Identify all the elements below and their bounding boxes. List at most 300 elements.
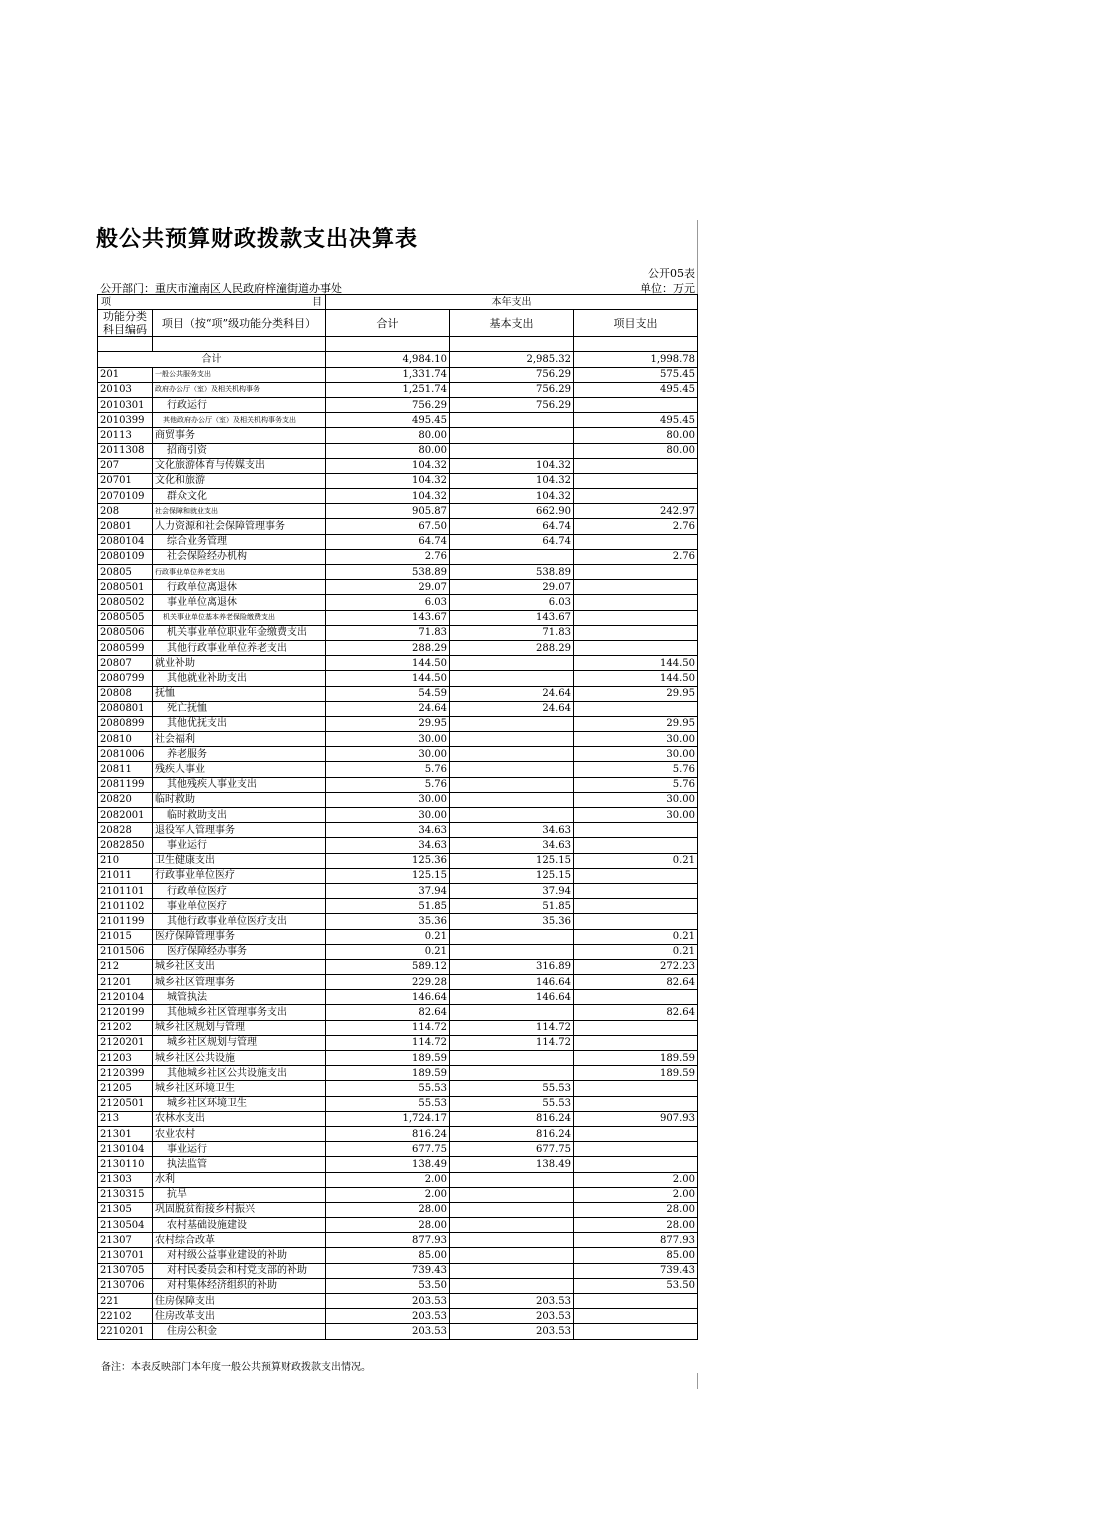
spacer-row	[98, 337, 698, 352]
row-code: 2120104	[98, 990, 153, 1005]
row-basic	[450, 1202, 574, 1217]
table-row	[98, 1035, 698, 1050]
row-name: 行政运行	[153, 397, 326, 412]
expenditure-table	[97, 294, 698, 1340]
table-row	[98, 716, 698, 731]
row-name: 城乡社区公共设施	[153, 1051, 326, 1066]
row-name: 社会福利	[153, 732, 326, 747]
row-project: 28.00	[574, 1218, 698, 1233]
row-name: 商贸事务	[153, 428, 326, 443]
row-basic: 203.53	[450, 1294, 574, 1309]
row-code: 2082850	[98, 838, 153, 853]
table-row	[98, 1187, 698, 1202]
row-name: 机关事业单位职业年金缴费支出	[153, 625, 326, 640]
total-row-total: 4,984.10	[326, 352, 450, 367]
row-name: 社会保障和就业支出	[153, 504, 326, 519]
row-code: 22102	[98, 1309, 153, 1324]
row-total: 1,724.17	[326, 1111, 450, 1126]
row-code: 2130705	[98, 1263, 153, 1278]
row-basic: 143.67	[450, 610, 574, 625]
row-total: 203.53	[326, 1324, 450, 1339]
table-row	[98, 367, 698, 382]
table-row	[98, 990, 698, 1005]
row-code: 21011	[98, 868, 153, 883]
row-total: 29.95	[326, 716, 450, 731]
row-project: 907.93	[574, 1111, 698, 1126]
table-row	[98, 473, 698, 488]
page-edge-line	[697, 1373, 698, 1389]
row-basic	[450, 716, 574, 731]
row-project	[574, 1020, 698, 1035]
row-name: 养老服务	[153, 747, 326, 762]
row-basic	[450, 443, 574, 458]
row-project	[574, 1126, 698, 1141]
row-project: 189.59	[574, 1066, 698, 1081]
row-total: 1,251.74	[326, 382, 450, 397]
row-code: 2101102	[98, 899, 153, 914]
table-row	[98, 762, 698, 777]
row-total: 64.74	[326, 534, 450, 549]
row-project	[574, 1309, 698, 1324]
row-basic: 756.29	[450, 382, 574, 397]
row-total: 144.50	[326, 656, 450, 671]
row-project: 495.45	[574, 382, 698, 397]
row-code: 20807	[98, 656, 153, 671]
row-total: 138.49	[326, 1157, 450, 1172]
row-total: 143.67	[326, 610, 450, 625]
row-code: 2010399	[98, 413, 153, 428]
row-basic	[450, 656, 574, 671]
row-project	[574, 1096, 698, 1111]
row-name: 事业单位医疗	[153, 899, 326, 914]
row-code: 21201	[98, 975, 153, 990]
table-row	[98, 413, 698, 428]
row-total: 24.64	[326, 701, 450, 716]
row-code: 2080109	[98, 549, 153, 564]
row-code: 2130315	[98, 1187, 153, 1202]
row-total: 28.00	[326, 1202, 450, 1217]
row-basic: 114.72	[450, 1035, 574, 1050]
row-basic: 34.63	[450, 823, 574, 838]
row-name: 抗旱	[153, 1187, 326, 1202]
row-basic: 538.89	[450, 565, 574, 580]
row-total: 53.50	[326, 1278, 450, 1293]
table-row	[98, 838, 698, 853]
table-row	[98, 504, 698, 519]
row-total: 229.28	[326, 975, 450, 990]
department-label: 公开部门：重庆市潼南区人民政府梓潼街道办事处	[100, 282, 342, 295]
row-basic: 104.32	[450, 473, 574, 488]
row-total: 85.00	[326, 1248, 450, 1263]
row-total: 67.50	[326, 519, 450, 534]
table-row	[98, 534, 698, 549]
row-code: 2081006	[98, 747, 153, 762]
row-name: 一般公共服务支出	[153, 367, 326, 382]
row-name: 文化旅游体育与传媒支出	[153, 458, 326, 473]
row-project: 877.93	[574, 1233, 698, 1248]
row-total: 30.00	[326, 747, 450, 762]
current-year-header: 本年支出	[326, 295, 698, 310]
row-project	[574, 701, 698, 716]
row-code: 20701	[98, 473, 153, 488]
row-name: 城管执法	[153, 990, 326, 1005]
row-total: 71.83	[326, 625, 450, 640]
row-project	[574, 1294, 698, 1309]
row-code: 2101199	[98, 914, 153, 929]
row-name: 城乡社区支出	[153, 959, 326, 974]
row-code: 20805	[98, 565, 153, 580]
table-row	[98, 1294, 698, 1309]
row-total: 104.32	[326, 489, 450, 504]
row-code: 21307	[98, 1233, 153, 1248]
table-row	[98, 883, 698, 898]
name-column-header: 项目（按“项”级功能分类科目）	[153, 310, 326, 337]
project-column-header: 项目支出	[574, 310, 698, 337]
table-row	[98, 823, 698, 838]
row-basic: 71.83	[450, 625, 574, 640]
table-row	[98, 1233, 698, 1248]
row-project: 2.00	[574, 1187, 698, 1202]
table-row	[98, 1126, 698, 1141]
row-name: 城乡社区规划与管理	[153, 1020, 326, 1035]
row-total: 80.00	[326, 443, 450, 458]
row-code: 2080501	[98, 580, 153, 595]
table-row	[98, 580, 698, 595]
item-header-right: 目	[312, 296, 322, 308]
row-name: 抚恤	[153, 686, 326, 701]
row-total: 5.76	[326, 777, 450, 792]
row-project	[574, 640, 698, 655]
row-basic: 125.15	[450, 853, 574, 868]
row-total: 203.53	[326, 1309, 450, 1324]
row-basic: 677.75	[450, 1142, 574, 1157]
row-basic	[450, 1172, 574, 1187]
row-name: 农村基础设施建设	[153, 1218, 326, 1233]
row-name: 其他行政事业单位养老支出	[153, 640, 326, 655]
table-row	[98, 1218, 698, 1233]
row-name: 对村级公益事业建设的补助	[153, 1248, 326, 1263]
total-row	[98, 352, 698, 367]
row-project: 29.95	[574, 716, 698, 731]
row-basic	[450, 1248, 574, 1263]
row-basic: 138.49	[450, 1157, 574, 1172]
table-row	[98, 640, 698, 655]
row-project	[574, 883, 698, 898]
row-project: 5.76	[574, 762, 698, 777]
row-basic: 55.53	[450, 1096, 574, 1111]
row-project	[574, 610, 698, 625]
table-row	[98, 1096, 698, 1111]
table-row	[98, 382, 698, 397]
row-code: 21205	[98, 1081, 153, 1096]
table-row	[98, 1202, 698, 1217]
row-total: 5.76	[326, 762, 450, 777]
row-code: 2080505	[98, 610, 153, 625]
row-project	[574, 397, 698, 412]
row-project	[574, 1324, 698, 1339]
row-basic: 104.32	[450, 458, 574, 473]
row-name: 卫生健康支出	[153, 853, 326, 868]
row-code: 2130110	[98, 1157, 153, 1172]
row-basic: 816.24	[450, 1126, 574, 1141]
row-code: 2120501	[98, 1096, 153, 1111]
row-basic	[450, 792, 574, 807]
table-row	[98, 914, 698, 929]
row-basic	[450, 929, 574, 944]
row-project	[574, 1081, 698, 1096]
row-name: 城乡社区管理事务	[153, 975, 326, 990]
row-total: 2.76	[326, 549, 450, 564]
row-project	[574, 625, 698, 640]
row-basic	[450, 1005, 574, 1020]
table-row	[98, 975, 698, 990]
row-basic: 104.32	[450, 489, 574, 504]
row-basic	[450, 808, 574, 823]
row-project	[574, 838, 698, 853]
row-code: 20103	[98, 382, 153, 397]
row-project: 29.95	[574, 686, 698, 701]
row-project	[574, 595, 698, 610]
row-project: 80.00	[574, 443, 698, 458]
row-name: 行政事业单位医疗	[153, 868, 326, 883]
row-project: 242.97	[574, 504, 698, 519]
table-row	[98, 853, 698, 868]
row-project: 80.00	[574, 428, 698, 443]
row-project: 495.45	[574, 413, 698, 428]
row-basic: 146.64	[450, 975, 574, 990]
row-name: 城乡社区规划与管理	[153, 1035, 326, 1050]
row-code: 20810	[98, 732, 153, 747]
row-total: 905.87	[326, 504, 450, 519]
row-basic: 756.29	[450, 397, 574, 412]
row-code: 20811	[98, 762, 153, 777]
table-row	[98, 625, 698, 640]
row-total: 146.64	[326, 990, 450, 1005]
row-name: 综合业务管理	[153, 534, 326, 549]
row-project: 30.00	[574, 792, 698, 807]
row-project: 5.76	[574, 777, 698, 792]
row-name: 医疗保障经办事务	[153, 944, 326, 959]
row-total: 2.00	[326, 1172, 450, 1187]
row-basic: 37.94	[450, 883, 574, 898]
report-title: 般公共预算财政拨款支出决算表	[96, 227, 419, 252]
table-row	[98, 1005, 698, 1020]
row-project: 144.50	[574, 656, 698, 671]
row-basic	[450, 762, 574, 777]
row-project	[574, 823, 698, 838]
row-project: 0.21	[574, 944, 698, 959]
total-row-project: 1,998.78	[574, 352, 698, 367]
total-row-basic: 2,985.32	[450, 352, 574, 367]
row-project	[574, 868, 698, 883]
row-code: 2130706	[98, 1278, 153, 1293]
footnote: 备注：本表反映部门本年度一般公共预算财政拨款支出情况。	[101, 1362, 371, 1373]
row-name: 政府办公厅（室）及相关机构事务	[153, 382, 326, 397]
row-total: 125.15	[326, 868, 450, 883]
table-row	[98, 732, 698, 747]
row-code: 2080599	[98, 640, 153, 655]
row-code: 20820	[98, 792, 153, 807]
row-total: 1,331.74	[326, 367, 450, 382]
row-basic: 64.74	[450, 519, 574, 534]
row-name: 其他优抚支出	[153, 716, 326, 731]
row-project: 272.23	[574, 959, 698, 974]
row-total: 538.89	[326, 565, 450, 580]
table-row	[98, 1309, 698, 1324]
row-total: 30.00	[326, 732, 450, 747]
row-total: 114.72	[326, 1020, 450, 1035]
row-total: 125.36	[326, 853, 450, 868]
table-row	[98, 1248, 698, 1263]
row-total: 677.75	[326, 1142, 450, 1157]
row-project	[574, 565, 698, 580]
row-basic	[450, 1218, 574, 1233]
row-project: 189.59	[574, 1051, 698, 1066]
row-project: 30.00	[574, 808, 698, 823]
table-row	[98, 1142, 698, 1157]
table-row	[98, 868, 698, 883]
table-row	[98, 1020, 698, 1035]
row-code: 207	[98, 458, 153, 473]
row-total: 2.00	[326, 1187, 450, 1202]
row-code: 21305	[98, 1202, 153, 1217]
row-total: 29.07	[326, 580, 450, 595]
row-code: 2210201	[98, 1324, 153, 1339]
table-row	[98, 747, 698, 762]
row-basic: 316.89	[450, 959, 574, 974]
table-row	[98, 443, 698, 458]
row-name: 住房保障支出	[153, 1294, 326, 1309]
table-row	[98, 397, 698, 412]
row-project: 30.00	[574, 747, 698, 762]
row-basic	[450, 1278, 574, 1293]
row-total: 35.36	[326, 914, 450, 929]
row-name: 行政事业单位养老支出	[153, 565, 326, 580]
row-basic: 55.53	[450, 1081, 574, 1096]
row-total: 495.45	[326, 413, 450, 428]
row-code: 2010301	[98, 397, 153, 412]
row-project: 82.64	[574, 1005, 698, 1020]
row-name: 事业单位离退休	[153, 595, 326, 610]
row-name: 农林水支出	[153, 1111, 326, 1126]
basic-column-header: 基本支出	[450, 310, 574, 337]
row-code: 2080506	[98, 625, 153, 640]
row-project: 30.00	[574, 732, 698, 747]
row-basic	[450, 1066, 574, 1081]
row-code: 2080899	[98, 716, 153, 731]
row-total: 104.32	[326, 458, 450, 473]
row-code: 20808	[98, 686, 153, 701]
row-total: 82.64	[326, 1005, 450, 1020]
table-row	[98, 1157, 698, 1172]
row-code: 208	[98, 504, 153, 519]
row-code: 21202	[98, 1020, 153, 1035]
row-basic: 24.64	[450, 701, 574, 716]
table-row	[98, 1324, 698, 1339]
row-name: 临时救助支出	[153, 808, 326, 823]
row-basic: 816.24	[450, 1111, 574, 1126]
row-name: 住房改革支出	[153, 1309, 326, 1324]
row-project	[574, 1142, 698, 1157]
row-code: 2080104	[98, 534, 153, 549]
row-project: 2.76	[574, 519, 698, 534]
row-name: 其他残疾人事业支出	[153, 777, 326, 792]
table-row	[98, 428, 698, 443]
row-code: 2011308	[98, 443, 153, 458]
table-row	[98, 686, 698, 701]
row-basic	[450, 1051, 574, 1066]
row-total: 114.72	[326, 1035, 450, 1050]
table-row	[98, 671, 698, 686]
row-code: 2082001	[98, 808, 153, 823]
header-row-2	[98, 310, 698, 337]
header-row-1	[98, 295, 698, 310]
row-code: 20113	[98, 428, 153, 443]
row-name: 死亡抚恤	[153, 701, 326, 716]
row-basic	[450, 944, 574, 959]
row-name: 群众文化	[153, 489, 326, 504]
row-project	[574, 473, 698, 488]
row-code: 201	[98, 367, 153, 382]
row-code: 2081199	[98, 777, 153, 792]
row-total: 203.53	[326, 1294, 450, 1309]
row-name: 临时救助	[153, 792, 326, 807]
row-project	[574, 914, 698, 929]
row-basic: 34.63	[450, 838, 574, 853]
row-name: 农村综合改革	[153, 1233, 326, 1248]
row-project: 2.76	[574, 549, 698, 564]
row-total: 144.50	[326, 671, 450, 686]
row-project	[574, 580, 698, 595]
table-row	[98, 1172, 698, 1187]
row-project: 144.50	[574, 671, 698, 686]
row-code: 2120399	[98, 1066, 153, 1081]
table-row	[98, 944, 698, 959]
table-row	[98, 959, 698, 974]
table-row	[98, 777, 698, 792]
row-basic: 203.53	[450, 1309, 574, 1324]
row-name: 执法监管	[153, 1157, 326, 1172]
row-total: 37.94	[326, 883, 450, 898]
row-project	[574, 990, 698, 1005]
row-name: 农业农村	[153, 1126, 326, 1141]
row-name: 招商引资	[153, 443, 326, 458]
row-total: 756.29	[326, 397, 450, 412]
table-row	[98, 489, 698, 504]
row-name: 其他政府办公厅（室）及相关机构事务支出	[153, 413, 326, 428]
table-row	[98, 899, 698, 914]
table-number: 公开05表	[648, 267, 695, 280]
row-name: 就业补助	[153, 656, 326, 671]
row-total: 589.12	[326, 959, 450, 974]
table-row	[98, 1051, 698, 1066]
row-code: 2080801	[98, 701, 153, 716]
total-row-label: 合计	[98, 352, 326, 367]
row-basic: 125.15	[450, 868, 574, 883]
row-code: 2130104	[98, 1142, 153, 1157]
row-total: 6.03	[326, 595, 450, 610]
row-basic	[450, 549, 574, 564]
row-code: 20828	[98, 823, 153, 838]
row-name: 其他城乡社区公共设施支出	[153, 1066, 326, 1081]
row-basic: 756.29	[450, 367, 574, 382]
row-basic	[450, 747, 574, 762]
table-row	[98, 519, 698, 534]
row-project: 28.00	[574, 1202, 698, 1217]
row-total: 34.63	[326, 838, 450, 853]
row-total: 288.29	[326, 640, 450, 655]
row-total: 80.00	[326, 428, 450, 443]
